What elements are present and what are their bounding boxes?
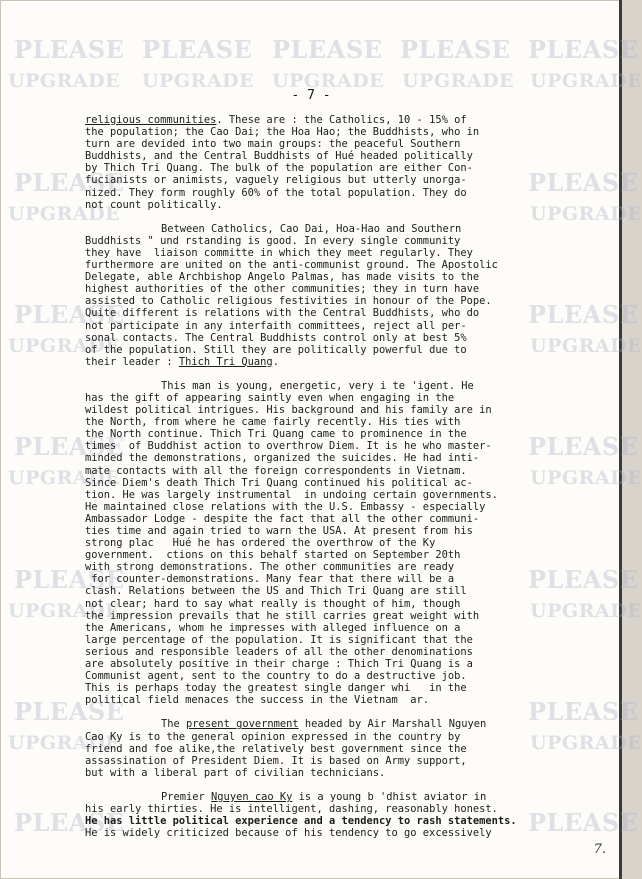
text-segment: the North continue. Thich Tri Quang came to prominence in the [85,428,467,441]
text-segment: are absolutely positive in their charge : Thich Tri Quang is a [85,658,473,671]
text-segment: assassination of President Diem. It is based on Army support, [85,754,467,767]
text-line [85,199,585,211]
text-line [85,428,585,440]
text-segment: . These are : the Catholics, 10 - 15% of [216,114,467,126]
text-segment: they have liaison committe in which they meet regularly. They [85,246,473,259]
text-segment: their leader : [85,355,179,368]
watermark-please: PLEASE [528,35,639,64]
text-segment: headed by Air Marshall Nguyen [298,718,487,731]
text-segment: Delegate, able Archbishop Angelo Palmas, has made visits to the [85,271,480,284]
text-segment: political field menaces the success in the Vietnam ar. [85,694,430,707]
text-segment: not clear; hard to say what really is thought of him, though [85,597,461,610]
watermark-upgrade: UPGRADE [530,70,642,92]
text-segment: of the population. Still they are politically powerful due to [85,343,467,356]
text-line [85,416,585,428]
text-segment: Communist agent, sent to the country to do a destructive job. [85,670,467,683]
text-line [85,356,585,368]
text-line [85,815,585,827]
text-line [85,404,585,416]
text-line [85,344,585,356]
text-segment: but with a liberal part of civilian technicians. [85,766,386,779]
text-segment: tion. He was largely instrumental in undoing certain governments. [85,488,498,501]
text-line [85,718,585,730]
text-line [85,827,585,839]
text-segment: wildest political intrigues. His background and his family are in [85,404,492,417]
text-line [85,561,585,573]
text-line [85,452,585,464]
watermark-please: PLEASE [528,697,639,726]
text-segment: has the gift of appearing saintly even when engaging in the [85,391,455,404]
watermark-please: PLEASE [528,432,639,461]
watermark-upgrade: UPGRADE [272,70,385,92]
watermark-upgrade: UPGRADE [530,203,642,225]
text-line [85,622,585,634]
text-line [85,138,585,150]
watermark-upgrade: UPGRADE [530,732,642,754]
text-segment: furthermore are united on the anti-communist ground. The Apostolic [85,259,498,272]
watermark-please: PLEASE [142,35,253,64]
text-line [85,537,585,549]
text-line [85,755,585,767]
text-segment: Quite different is relations with the Central Buddhists, who do [85,307,480,320]
watermark-please: PLEASE [14,168,125,197]
text-line [85,585,585,597]
text-line [85,694,585,706]
document-body [85,114,585,839]
watermark-please: PLEASE [14,35,125,64]
text-segment: This man is young, energetic, very i te 'igent. He [161,379,474,392]
underlined-term: Nguyen cao Ky [211,790,293,803]
text-segment: He maintained close relations with the U.S. Embassy - especially [85,500,486,513]
text-line [85,598,585,610]
text-segment: Ambassador Lodge - despite the fact that all the other communi- [85,512,480,525]
watermark-upgrade: UPGRADE [530,467,642,489]
text-line [85,767,585,779]
text-segment: He has little political experience and a tendency to rash statements. [85,815,517,828]
watermark-please: PLEASE [528,168,639,197]
paragraph-religious-communities [85,114,585,211]
watermark-please: PLEASE [14,300,125,329]
text-segment: He is widely criticized because of his tendency to go excessively [85,827,492,840]
text-line [85,259,585,271]
underlined-term: present government [186,718,299,731]
text-segment: the impression prevails that he still carries great weight with [85,609,480,622]
text-segment: ties time and again tried to warn the USA. At present from his [85,525,473,537]
text-line [85,549,585,561]
page-number: - 7 - [291,88,331,103]
text-line [85,223,585,235]
text-line [85,174,585,186]
paragraph-thich-tri-quang [85,380,585,707]
handwritten-page-mark: 7. [593,842,606,857]
text-segment: minded the demonstrations, organized the suicides. He had inti- [85,452,480,465]
text-line [85,235,585,247]
text-line [85,513,585,525]
text-line [85,440,585,452]
watermark-upgrade: UPGRADE [8,203,121,225]
paragraph-premier-ky [85,791,585,839]
text-segment: . [272,355,279,368]
text-line [85,162,585,174]
text-segment: government. ctions on this behalf started on September 20th [85,549,461,562]
text-line [85,489,585,501]
text-line [85,126,585,138]
text-segment: Premier [161,790,212,803]
text-line [85,295,585,307]
text-line [85,187,585,199]
watermark-upgrade: UPGRADE [142,70,255,92]
text-segment: by Thich Tri Quang. The bulk of the population are either Con- [85,162,473,175]
text-segment: turn are devided into two main groups: the peaceful Southern [85,138,461,151]
text-segment: strong plac Hué he has ordered the overthrow of the Ky [85,537,436,550]
underlined-term: religious communities [85,114,217,126]
watermark-upgrade: UPGRADE [530,335,642,357]
watermark-please: PLEASE [528,300,639,329]
watermark-upgrade: UPGRADE [530,600,642,622]
text-line [85,271,585,283]
text-line [85,658,585,670]
text-line [85,114,585,126]
text-line [85,392,585,404]
text-segment: assisted to Catholic religious festivities in honour of the Pope. [85,295,492,308]
text-segment: highest authorities of the other communities; they in turn have [85,283,480,296]
watermark-upgrade: UPGRADE [8,335,121,357]
text-line [85,573,585,585]
text-segment: This is perhaps today the greatest single danger whi in the [85,682,467,695]
underlined-term: Thich Tri Quang [178,355,273,368]
text-line [85,646,585,658]
text-segment: is a young b 'dhist aviator in [292,790,487,803]
text-line [85,525,585,537]
watermark-upgrade: UPGRADE [402,70,515,92]
text-segment: the North, from where he came fairly recently. His ties with [85,416,461,429]
watermark-please: PLEASE [528,808,639,837]
text-segment: Since Diem's death Thich Tri Quang continued his political ac- [85,476,473,489]
watermark-upgrade: UPGRADE [8,70,121,92]
watermark-please: PLEASE [14,808,125,837]
text-segment: not count politically. [85,198,223,211]
page-edge [619,0,622,879]
watermark-please: PLEASE [14,432,125,461]
watermark-upgrade: UPGRADE [8,732,121,754]
paragraph-present-government [85,718,585,778]
text-line [85,465,585,477]
paragraph-interfaith-relations [85,223,585,368]
watermark-please: PLEASE [528,565,639,594]
text-line [85,247,585,259]
text-line [85,380,585,392]
watermark-please: PLEASE [14,697,125,726]
text-line [85,150,585,162]
watermark-please: PLEASE [14,565,125,594]
text-segment: The [161,718,187,731]
text-segment: times of Buddhist action to overthrow Diem. It is he who master- [85,440,492,453]
text-line [85,743,585,755]
text-line [85,307,585,319]
text-line [85,610,585,622]
text-segment: nized. They form roughly 60% of the total population. They do [85,186,467,199]
text-segment: large percentage of the population. It is significant that the [85,633,473,646]
text-segment: with strong demonstrations. The other communities are ready [85,561,455,574]
text-line [85,791,585,803]
text-segment: fucianists or animists, vaguely religious but utterly unorga- [85,174,467,187]
text-line [85,634,585,646]
text-line [85,332,585,344]
text-line [85,670,585,682]
text-segment: the population; the Cao Dai; the Hoa Hao; the Buddhists, who in [85,126,480,139]
watermark-upgrade: UPGRADE [8,600,121,622]
watermark-please: PLEASE [400,35,511,64]
text-segment: not participate in any interfaith committees, reject all per- [85,319,467,332]
text-segment: Buddhists " und rstanding is good. In every single community [85,234,461,247]
text-line [85,731,585,743]
text-line [85,682,585,694]
text-segment: the Americans, whom he impresses with alleged influence on a [85,621,461,634]
text-segment: Between Catholics, Cao Dai, Hoa-Hao and Southern [161,222,462,235]
text-line [85,477,585,489]
text-segment: clash. Relations between the US and Thich Tri Quang are still [85,585,467,598]
text-line [85,501,585,513]
watermark-upgrade: UPGRADE [8,467,121,489]
watermark-please: PLEASE [272,35,383,64]
text-line [85,803,585,815]
text-segment: sonal contacts. The Central Buddhists control only at best 5% [85,331,467,344]
text-line [85,283,585,295]
text-segment: Buddhists, and the Central Buddhists of Hué headed politically [85,150,473,163]
text-segment: for counter-demonstrations. Many fear that there will be a [85,573,455,586]
text-segment: Cao Ky is to the general opinion expressed in the country by [85,730,461,743]
text-segment: serious and responsible leaders of all the other denominations [85,645,473,658]
text-segment: mate contacts with all the foreign correspondents in Vietnam. [85,464,467,477]
text-segment: friend and foe alike,the relatively best government since the [85,742,467,755]
text-segment: his early thirties. He is intelligent, dashing, reasonably honest. [85,802,498,815]
text-line [85,320,585,332]
